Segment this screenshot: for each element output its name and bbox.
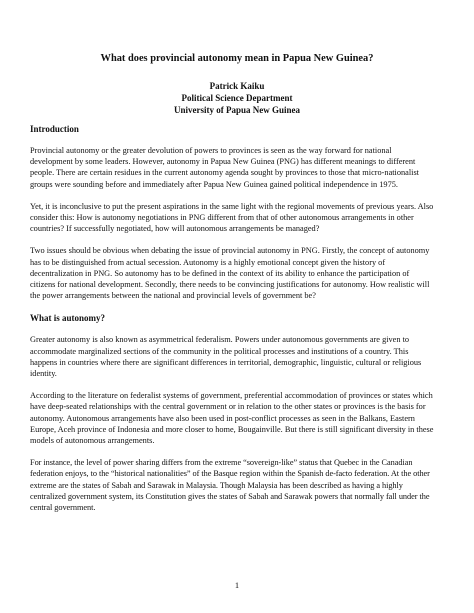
paragraph: Yet, it is inconclusive to put the present aspirations in the same light with the regional movements of previous years. Also consider this: How is autonomy negotiations in PNG different from that of other autonomous arrangements in other countries? If successfully negotiated, how will autonomous arrangements be managed? (30, 201, 434, 234)
document-body (30, 123, 436, 524)
author-department: Political Science Department (181, 93, 293, 103)
author-institution: University of Papua New Guinea (174, 105, 300, 115)
paragraph: Two issues should be obvious when debating the issue of provincial autonomy in PNG. Firstly, the concept of autonomy has to be distinguished from actual secession. Autonomy is a highly emotional concept given the history of decentralization in PNG. So autonomy has to be defined in the context of its ability to enhance the participation of citizens for national development. Secondly, there needs to be convincing justifications for autonomy. How realistic will the power arrangements between the national and provincial levels of government be? (30, 246, 430, 301)
section-heading-introduction: Introduction (30, 124, 79, 134)
paragraph: Provincial autonomy or the greater devolution of powers to provinces is seen as the way forward for national development by some leaders. However, autonomy in Papua New Guinea (PNG) has different meanings to different people. There are certain residues in the current autonomy agenda sought by provinces to those that micro-nationalist groups were sounding before and immediately after Papua New Guinea gained political independence in 1975. (30, 146, 419, 189)
section-heading-what-is-autonomy: What is autonomy? (30, 313, 106, 324)
author-block (30, 80, 444, 116)
author-name: Patrick Kaiku (209, 81, 265, 91)
paragraph: According to the literature on federalist systems of government, preferential accommodation of provinces or states which have deep-seated relationships with the central government or in relation to the other states or provinces is the basis for autonomy. Autonomous arrangements have also been used in post-conflict processes as seen in the Balkans, Eastern Europe, Aceh province of Indonesia and more closer to home, Bougainville. But there is still significant diversity in these models of autonomous arrangements. (30, 391, 434, 446)
document-title: What does provincial autonomy mean in Papua New Guinea? (100, 53, 374, 64)
paragraph: Greater autonomy is also known as asymmetrical federalism. Powers under autonomous governments are given to accommodate marginalized sections of the community in the political processes and institutions of a country. This happens in countries where there are significant differences in territorial, demographic, linguistic, cultural or religious identity. (30, 335, 422, 379)
paragraph: For instance, the level of power sharing differs from the extreme “sovereign-like” status that Quebec in the Canadian federation enjoys, to the “historical nationalities” of the Basque region within the Spanish de-facto federation. At the other extreme are the states of Sabah and Sarawak in Malaysia. Though Malaysia has been described as having a highly centralized government system, its Constitution gives the states of Sabah and Sarawak powers that normally fall under the central government. (30, 458, 430, 513)
page-number: 1 (234, 580, 240, 590)
